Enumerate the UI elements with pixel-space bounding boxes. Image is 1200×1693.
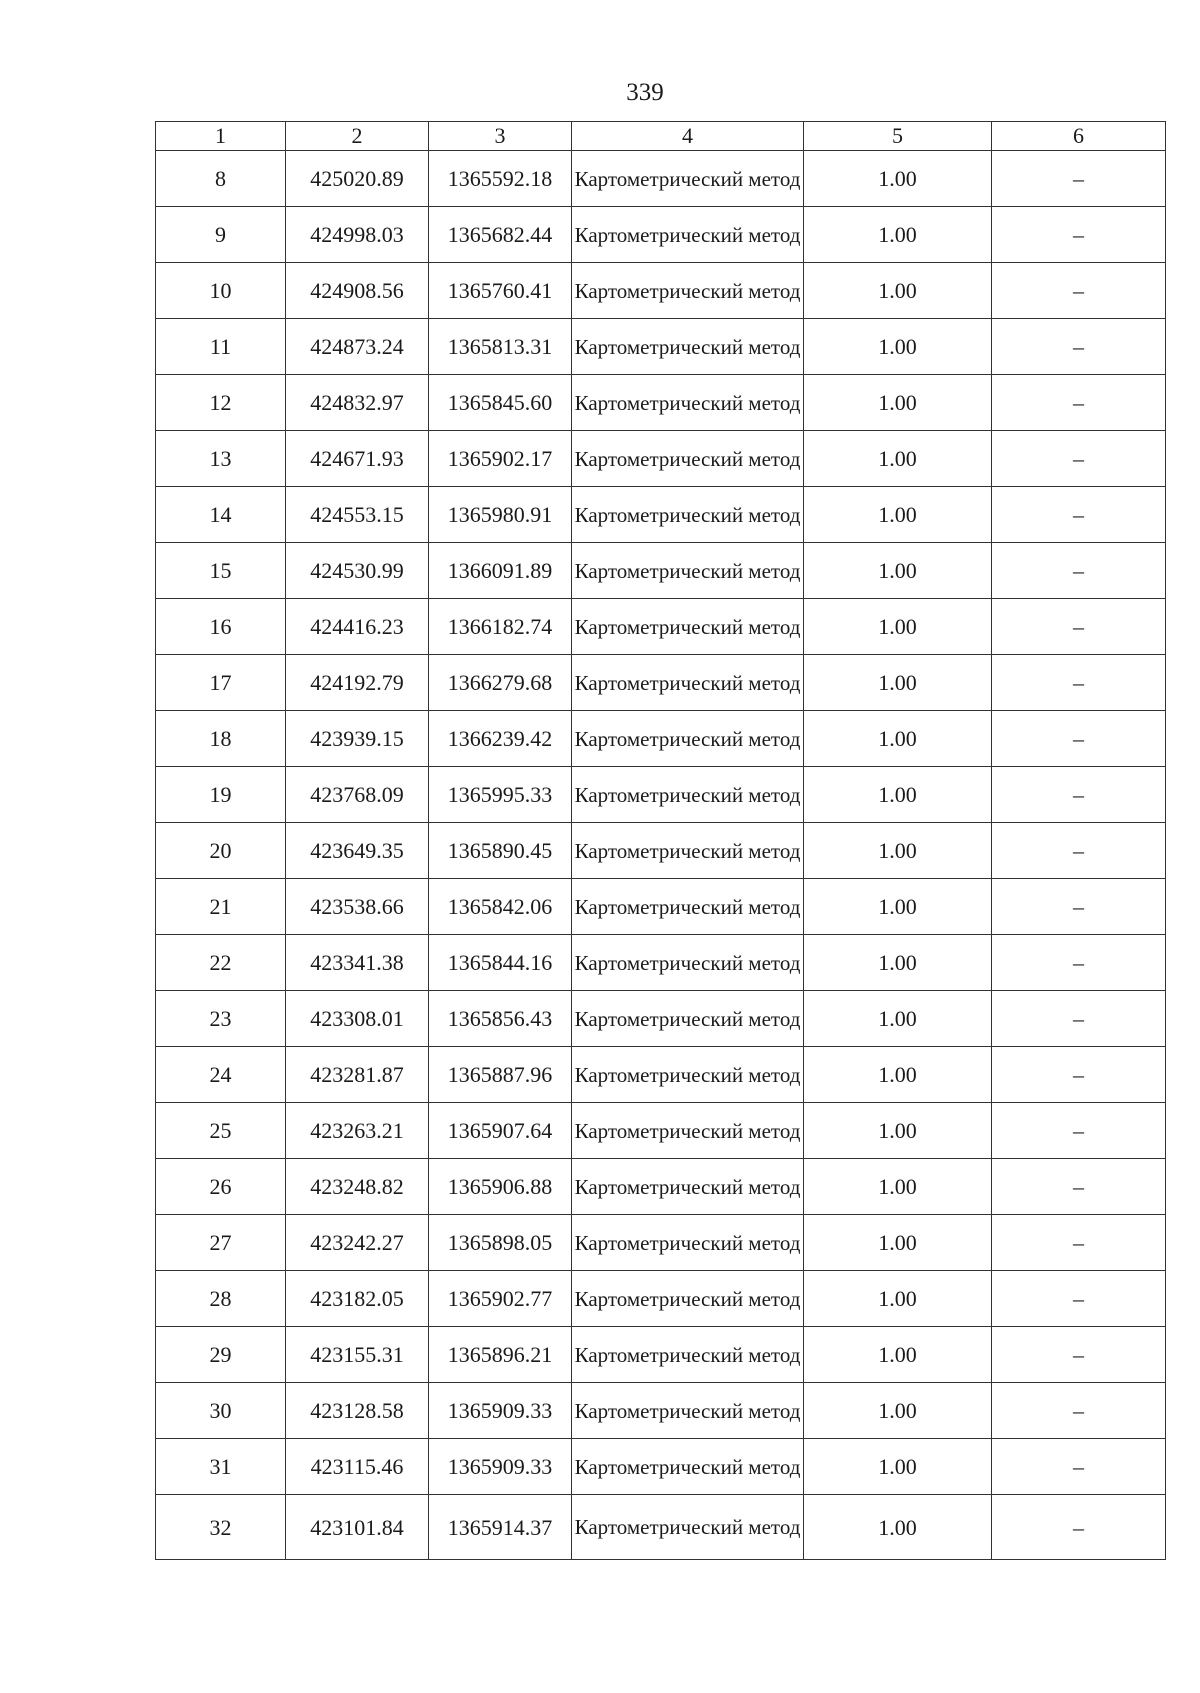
table-row	[156, 823, 1166, 879]
method-cell-text: Картометрический метод	[574, 166, 801, 191]
x-coordinate-cell: 423308.01	[286, 991, 429, 1047]
point-number-cell: 8	[156, 151, 286, 207]
method-cell-text: Картометрический метод	[574, 1118, 801, 1143]
y-coordinate-cell: 1365845.60	[429, 375, 572, 431]
y-coordinate-cell: 1365682.44	[429, 207, 572, 263]
note-cell	[992, 991, 1166, 1047]
point-number-cell: 10	[156, 263, 286, 319]
y-coordinate-cell: 1365902.17	[429, 431, 572, 487]
note-cell	[992, 487, 1166, 543]
note-cell-text: –	[1073, 446, 1084, 471]
note-cell-text: –	[1073, 670, 1084, 695]
method-cell	[572, 263, 804, 319]
accuracy-cell: 1.00	[804, 543, 992, 599]
note-cell-text: –	[1073, 726, 1084, 751]
note-cell	[992, 655, 1166, 711]
x-coordinate-cell: 424998.03	[286, 207, 429, 263]
x-coordinate-cell: 424416.23	[286, 599, 429, 655]
method-cell-text: Картометрический метод	[574, 950, 801, 975]
accuracy-cell: 1.00	[804, 1047, 992, 1103]
accuracy-cell: 1.00	[804, 767, 992, 823]
point-number-cell: 24	[156, 1047, 286, 1103]
x-coordinate-cell: 423128.58	[286, 1383, 429, 1439]
x-coordinate-cell: 423101.84	[286, 1495, 429, 1560]
y-coordinate-cell: 1365995.33	[429, 767, 572, 823]
note-cell-text: –	[1073, 1398, 1084, 1423]
note-cell-text: –	[1073, 390, 1084, 415]
note-cell-text: –	[1073, 334, 1084, 359]
method-cell	[572, 1439, 804, 1495]
y-coordinate-cell: 1366279.68	[429, 655, 572, 711]
accuracy-cell: 1.00	[804, 1103, 992, 1159]
table-row	[156, 487, 1166, 543]
note-cell-text: –	[1073, 1006, 1084, 1031]
note-cell	[992, 1495, 1166, 1560]
table-row	[156, 151, 1166, 207]
note-cell	[992, 1215, 1166, 1271]
x-coordinate-cell: 424671.93	[286, 431, 429, 487]
x-coordinate-cell: 425020.89	[286, 151, 429, 207]
accuracy-cell: 1.00	[804, 991, 992, 1047]
accuracy-cell: 1.00	[804, 487, 992, 543]
y-coordinate-cell: 1365887.96	[429, 1047, 572, 1103]
table-row	[156, 1383, 1166, 1439]
y-coordinate-cell: 1365856.43	[429, 991, 572, 1047]
x-coordinate-cell: 424832.97	[286, 375, 429, 431]
point-number-cell: 17	[156, 655, 286, 711]
page-number: 339	[626, 79, 664, 106]
point-number-cell: 19	[156, 767, 286, 823]
y-coordinate-cell: 1365844.16	[429, 935, 572, 991]
y-coordinate-cell: 1365906.88	[429, 1159, 572, 1215]
point-number-cell: 14	[156, 487, 286, 543]
note-cell	[992, 543, 1166, 599]
y-coordinate-cell: 1365813.31	[429, 319, 572, 375]
note-cell-text: –	[1073, 1454, 1084, 1479]
method-cell	[572, 935, 804, 991]
accuracy-cell: 1.00	[804, 599, 992, 655]
method-cell	[572, 1495, 804, 1560]
table-row	[156, 1271, 1166, 1327]
table-row	[156, 1103, 1166, 1159]
table-row	[156, 207, 1166, 263]
note-cell-text: –	[1073, 1174, 1084, 1199]
method-cell	[572, 599, 804, 655]
point-number-cell: 12	[156, 375, 286, 431]
point-number-cell: 13	[156, 431, 286, 487]
method-cell-text: Картометрический метод	[574, 1286, 801, 1311]
note-cell	[992, 1103, 1166, 1159]
accuracy-cell: 1.00	[804, 1495, 992, 1560]
y-coordinate-cell: 1365909.33	[429, 1383, 572, 1439]
method-cell-text: Картометрический метод	[574, 558, 801, 583]
x-coordinate-cell: 424530.99	[286, 543, 429, 599]
method-cell	[572, 1215, 804, 1271]
method-cell-text: Картометрический метод	[574, 1398, 801, 1423]
x-coordinate-cell: 424553.15	[286, 487, 429, 543]
note-cell-text: –	[1073, 894, 1084, 919]
note-cell	[992, 823, 1166, 879]
note-cell-text: –	[1073, 1230, 1084, 1255]
table-row	[156, 711, 1166, 767]
accuracy-cell: 1.00	[804, 1215, 992, 1271]
x-coordinate-cell: 423281.87	[286, 1047, 429, 1103]
note-cell	[992, 263, 1166, 319]
method-cell-text: Картометрический метод	[574, 726, 801, 751]
table-row	[156, 1215, 1166, 1271]
table-row	[156, 431, 1166, 487]
note-cell-text: –	[1073, 1514, 1084, 1540]
accuracy-cell: 1.00	[804, 431, 992, 487]
accuracy-cell: 1.00	[804, 1159, 992, 1215]
method-cell	[572, 1271, 804, 1327]
note-cell	[992, 375, 1166, 431]
y-coordinate-cell: 1365898.05	[429, 1215, 572, 1271]
column-header-4: 4	[572, 122, 804, 151]
note-cell	[992, 319, 1166, 375]
note-cell-text: –	[1073, 1342, 1084, 1367]
accuracy-cell: 1.00	[804, 375, 992, 431]
accuracy-cell: 1.00	[804, 1271, 992, 1327]
table-row	[156, 319, 1166, 375]
point-number-cell: 27	[156, 1215, 286, 1271]
method-cell	[572, 1159, 804, 1215]
method-cell-text: Картометрический метод	[574, 1062, 801, 1087]
point-number-cell: 9	[156, 207, 286, 263]
table-header	[156, 122, 1166, 151]
accuracy-cell: 1.00	[804, 711, 992, 767]
method-cell-text: Картометрический метод	[574, 390, 801, 415]
note-cell-text: –	[1073, 278, 1084, 303]
y-coordinate-cell: 1365907.64	[429, 1103, 572, 1159]
point-number-cell: 16	[156, 599, 286, 655]
table-row	[156, 1327, 1166, 1383]
accuracy-cell: 1.00	[804, 207, 992, 263]
method-cell-text: Картометрический метод	[574, 1006, 801, 1031]
note-cell-text: –	[1073, 1286, 1084, 1311]
method-cell	[572, 319, 804, 375]
note-cell	[992, 879, 1166, 935]
column-header-6: 6	[992, 122, 1166, 151]
x-coordinate-cell: 423155.31	[286, 1327, 429, 1383]
accuracy-cell: 1.00	[804, 935, 992, 991]
column-header-3: 3	[429, 122, 572, 151]
note-cell-text: –	[1073, 166, 1084, 191]
point-number-cell: 21	[156, 879, 286, 935]
x-coordinate-cell: 423538.66	[286, 879, 429, 935]
x-coordinate-cell: 423248.82	[286, 1159, 429, 1215]
method-cell	[572, 823, 804, 879]
x-coordinate-cell: 424873.24	[286, 319, 429, 375]
method-cell	[572, 1383, 804, 1439]
method-cell	[572, 431, 804, 487]
x-coordinate-cell: 423263.21	[286, 1103, 429, 1159]
method-cell-text: Картометрический метод	[574, 614, 801, 639]
method-cell	[572, 1103, 804, 1159]
method-cell-text: Картометрический метод	[574, 222, 801, 247]
method-cell	[572, 879, 804, 935]
point-number-cell: 11	[156, 319, 286, 375]
method-cell	[572, 711, 804, 767]
note-cell	[992, 431, 1166, 487]
method-cell-text: Картометрический метод	[574, 1342, 801, 1367]
y-coordinate-cell: 1366091.89	[429, 543, 572, 599]
note-cell	[992, 711, 1166, 767]
column-header-1: 1	[156, 122, 286, 151]
accuracy-cell: 1.00	[804, 1439, 992, 1495]
note-cell-text: –	[1073, 614, 1084, 639]
method-cell-text: Картометрический метод	[574, 278, 801, 303]
method-cell-text: Картометрический метод	[574, 670, 801, 695]
x-coordinate-cell: 423341.38	[286, 935, 429, 991]
note-cell-text: –	[1073, 502, 1084, 527]
note-cell	[992, 1271, 1166, 1327]
note-cell	[992, 1327, 1166, 1383]
method-cell	[572, 655, 804, 711]
method-cell	[572, 151, 804, 207]
method-cell-text: Картометрический метод	[574, 838, 801, 863]
note-cell	[992, 1383, 1166, 1439]
point-number-cell: 23	[156, 991, 286, 1047]
note-cell	[992, 1159, 1166, 1215]
method-cell	[572, 543, 804, 599]
table-row	[156, 263, 1166, 319]
table-row	[156, 879, 1166, 935]
note-cell-text: –	[1073, 838, 1084, 863]
column-header-2: 2	[286, 122, 429, 151]
accuracy-cell: 1.00	[804, 823, 992, 879]
point-number-cell: 32	[156, 1495, 286, 1560]
note-cell-text: –	[1073, 950, 1084, 975]
x-coordinate-cell: 424192.79	[286, 655, 429, 711]
method-cell	[572, 375, 804, 431]
column-header-5: 5	[804, 122, 992, 151]
y-coordinate-cell: 1365896.21	[429, 1327, 572, 1383]
accuracy-cell: 1.00	[804, 263, 992, 319]
table-row	[156, 1495, 1166, 1560]
table-row	[156, 1439, 1166, 1495]
table-row	[156, 543, 1166, 599]
point-number-cell: 20	[156, 823, 286, 879]
accuracy-cell: 1.00	[804, 319, 992, 375]
note-cell-text: –	[1073, 1062, 1084, 1087]
y-coordinate-cell: 1365842.06	[429, 879, 572, 935]
method-cell-text: Картометрический метод	[574, 894, 801, 919]
method-cell-text: Картометрический метод	[574, 782, 801, 807]
x-coordinate-cell: 423182.05	[286, 1271, 429, 1327]
y-coordinate-cell: 1365909.33	[429, 1439, 572, 1495]
accuracy-cell: 1.00	[804, 655, 992, 711]
table-row	[156, 991, 1166, 1047]
note-cell	[992, 151, 1166, 207]
accuracy-cell: 1.00	[804, 1327, 992, 1383]
method-cell	[572, 767, 804, 823]
y-coordinate-cell: 1365890.45	[429, 823, 572, 879]
table-body	[156, 151, 1166, 1560]
method-cell-text: Картометрический метод	[574, 1230, 801, 1255]
table-row	[156, 935, 1166, 991]
point-number-cell: 22	[156, 935, 286, 991]
note-cell-text: –	[1073, 1118, 1084, 1143]
point-number-cell: 25	[156, 1103, 286, 1159]
x-coordinate-cell: 423649.35	[286, 823, 429, 879]
y-coordinate-cell: 1365760.41	[429, 263, 572, 319]
point-number-cell: 26	[156, 1159, 286, 1215]
method-cell	[572, 991, 804, 1047]
method-cell	[572, 1327, 804, 1383]
note-cell	[992, 207, 1166, 263]
table-row	[156, 1159, 1166, 1215]
method-cell	[572, 207, 804, 263]
note-cell	[992, 599, 1166, 655]
method-cell-text: Картометрический метод	[574, 1174, 801, 1199]
method-cell-text: Картометрический метод	[574, 502, 801, 527]
note-cell-text: –	[1073, 558, 1084, 583]
method-cell-text: Картометрический метод	[574, 1515, 801, 1539]
method-cell-text: Картометрический метод	[574, 446, 801, 471]
note-cell	[992, 935, 1166, 991]
point-number-cell: 18	[156, 711, 286, 767]
coordinates-table	[155, 121, 1166, 1560]
point-number-cell: 31	[156, 1439, 286, 1495]
point-number-cell: 29	[156, 1327, 286, 1383]
x-coordinate-cell: 423768.09	[286, 767, 429, 823]
note-cell	[992, 1047, 1166, 1103]
y-coordinate-cell: 1366239.42	[429, 711, 572, 767]
x-coordinate-cell: 424908.56	[286, 263, 429, 319]
y-coordinate-cell: 1365914.37	[429, 1495, 572, 1560]
table-row	[156, 1047, 1166, 1103]
note-cell	[992, 767, 1166, 823]
y-coordinate-cell: 1365902.77	[429, 1271, 572, 1327]
accuracy-cell: 1.00	[804, 1383, 992, 1439]
point-number-cell: 28	[156, 1271, 286, 1327]
note-cell-text: –	[1073, 222, 1084, 247]
y-coordinate-cell: 1366182.74	[429, 599, 572, 655]
method-cell-text: Картометрический метод	[574, 334, 801, 359]
accuracy-cell: 1.00	[804, 151, 992, 207]
header-row	[156, 122, 1166, 151]
x-coordinate-cell: 423115.46	[286, 1439, 429, 1495]
table-row	[156, 767, 1166, 823]
accuracy-cell: 1.00	[804, 879, 992, 935]
x-coordinate-cell: 423939.15	[286, 711, 429, 767]
table-row	[156, 599, 1166, 655]
x-coordinate-cell: 423242.27	[286, 1215, 429, 1271]
point-number-cell: 30	[156, 1383, 286, 1439]
note-cell	[992, 1439, 1166, 1495]
method-cell	[572, 487, 804, 543]
table-row	[156, 655, 1166, 711]
y-coordinate-cell: 1365592.18	[429, 151, 572, 207]
point-number-cell: 15	[156, 543, 286, 599]
method-cell-text: Картометрический метод	[574, 1454, 801, 1479]
y-coordinate-cell: 1365980.91	[429, 487, 572, 543]
method-cell	[572, 1047, 804, 1103]
table-row	[156, 375, 1166, 431]
note-cell-text: –	[1073, 782, 1084, 807]
